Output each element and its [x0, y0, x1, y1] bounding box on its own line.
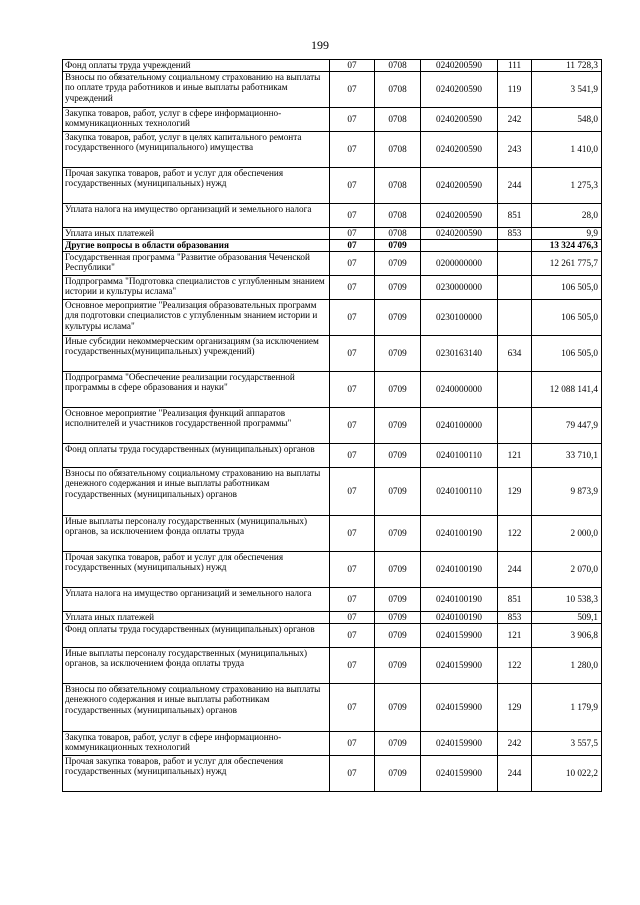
- subsection-code-cell: 0709: [375, 648, 421, 684]
- expense-name-cell: Иные выплаты персоналу государственных (муниципальных) органов, за исключением фонда оплаты труда: [63, 516, 330, 552]
- expense-type-cell: 244: [498, 552, 532, 588]
- target-article-cell: 0240100190: [421, 588, 498, 612]
- expense-type-cell: 853: [498, 228, 532, 240]
- amount-cell: 3 906,8: [532, 624, 602, 648]
- expense-type-cell: 121: [498, 624, 532, 648]
- budget-table-body: [63, 60, 602, 792]
- table-row: [63, 408, 602, 444]
- subsection-code-cell: 0709: [375, 684, 421, 732]
- expense-type-cell: [498, 276, 532, 300]
- amount-cell: 3 541,9: [532, 72, 602, 108]
- budget-table: [62, 59, 602, 792]
- table-row: [63, 648, 602, 684]
- expense-name-cell: Основное мероприятие "Реализация образовательных программ для подготовки специалистов с углубленным знанием истории и культуры ислама": [63, 300, 330, 336]
- target-article-cell: 0240200590: [421, 204, 498, 228]
- expense-name-cell: Другие вопросы в области образования: [63, 240, 330, 252]
- table-row: [63, 624, 602, 648]
- expense-type-cell: 129: [498, 684, 532, 732]
- subsection-code-cell: 0709: [375, 588, 421, 612]
- table-row: [63, 372, 602, 408]
- target-article-cell: 0240200590: [421, 108, 498, 132]
- expense-type-cell: 244: [498, 168, 532, 204]
- expense-type-cell: [498, 372, 532, 408]
- table-row: [63, 732, 602, 756]
- expense-type-cell: [498, 300, 532, 336]
- amount-cell: 2 000,0: [532, 516, 602, 552]
- target-article-cell: 0240159900: [421, 624, 498, 648]
- section-code-cell: 07: [330, 756, 375, 792]
- section-code-cell: 07: [330, 372, 375, 408]
- subsection-code-cell: 0708: [375, 132, 421, 168]
- table-row: [63, 204, 602, 228]
- amount-cell: 106 505,0: [532, 276, 602, 300]
- expense-name-cell: Фонд оплаты труда учреждений: [63, 60, 330, 72]
- expense-type-cell: [498, 240, 532, 252]
- expense-type-cell: 851: [498, 588, 532, 612]
- target-article-cell: 0200000000: [421, 252, 498, 276]
- subsection-code-cell: 0708: [375, 228, 421, 240]
- amount-cell: 9 873,9: [532, 468, 602, 516]
- expense-type-cell: 243: [498, 132, 532, 168]
- table-row: [63, 108, 602, 132]
- expense-name-cell: Прочая закупка товаров, работ и услуг для обеспечения государственных (муниципальных) нужд: [63, 756, 330, 792]
- expense-type-cell: 851: [498, 204, 532, 228]
- table-row: [63, 228, 602, 240]
- target-article-cell: 0230100000: [421, 300, 498, 336]
- amount-cell: 28,0: [532, 204, 602, 228]
- expense-name-cell: Фонд оплаты труда государственных (муниципальных) органов: [63, 624, 330, 648]
- amount-cell: 9,9: [532, 228, 602, 240]
- section-code-cell: 07: [330, 336, 375, 372]
- section-code-cell: 07: [330, 108, 375, 132]
- section-code-cell: 07: [330, 732, 375, 756]
- section-code-cell: 07: [330, 684, 375, 732]
- target-article-cell: [421, 240, 498, 252]
- section-code-cell: 07: [330, 276, 375, 300]
- amount-cell: 10 538,3: [532, 588, 602, 612]
- expense-name-cell: Подпрограмма "Обеспечение реализации государственной программы в сфере образования и науки": [63, 372, 330, 408]
- subsection-code-cell: 0709: [375, 516, 421, 552]
- subsection-code-cell: 0709: [375, 756, 421, 792]
- section-code-cell: 07: [330, 252, 375, 276]
- target-article-cell: 0240200590: [421, 228, 498, 240]
- table-row: [63, 168, 602, 204]
- table-row: [63, 552, 602, 588]
- target-article-cell: 0240100000: [421, 408, 498, 444]
- expense-type-cell: [498, 252, 532, 276]
- subsection-code-cell: 0709: [375, 468, 421, 516]
- expense-name-cell: Фонд оплаты труда государственных (муниципальных) органов: [63, 444, 330, 468]
- subsection-code-cell: 0709: [375, 612, 421, 624]
- expense-name-cell: Взносы по обязательному социальному страхованию на выплаты по оплате труда работников и иные выплаты работникам учреждений: [63, 72, 330, 108]
- amount-cell: 33 710,1: [532, 444, 602, 468]
- table-row: [63, 336, 602, 372]
- subsection-code-cell: 0708: [375, 168, 421, 204]
- expense-name-cell: Уплата иных платежей: [63, 228, 330, 240]
- table-row: [63, 444, 602, 468]
- subsection-code-cell: 0709: [375, 300, 421, 336]
- section-code-cell: 07: [330, 552, 375, 588]
- subsection-code-cell: 0709: [375, 252, 421, 276]
- subsection-code-cell: 0709: [375, 408, 421, 444]
- subsection-code-cell: 0709: [375, 444, 421, 468]
- target-article-cell: 0240159900: [421, 756, 498, 792]
- expense-name-cell: Государственная программа "Развитие образования Чеченской Республики": [63, 252, 330, 276]
- expense-name-cell: Уплата налога на имущество организаций и земельного налога: [63, 588, 330, 612]
- expense-type-cell: 244: [498, 756, 532, 792]
- expense-type-cell: 121: [498, 444, 532, 468]
- subsection-code-cell: 0708: [375, 72, 421, 108]
- section-code-cell: 07: [330, 228, 375, 240]
- section-code-cell: 07: [330, 408, 375, 444]
- amount-cell: 10 022,2: [532, 756, 602, 792]
- subsection-code-cell: 0709: [375, 624, 421, 648]
- amount-cell: 79 447,9: [532, 408, 602, 444]
- table-row: [63, 300, 602, 336]
- target-article-cell: 0240159900: [421, 648, 498, 684]
- expense-type-cell: 122: [498, 516, 532, 552]
- subsection-code-cell: 0709: [375, 552, 421, 588]
- table-row: [63, 72, 602, 108]
- subsection-code-cell: 0709: [375, 372, 421, 408]
- amount-cell: 1 280,0: [532, 648, 602, 684]
- table-row: [63, 612, 602, 624]
- amount-cell: 1 179,9: [532, 684, 602, 732]
- expense-type-cell: 111: [498, 60, 532, 72]
- expense-name-cell: Прочая закупка товаров, работ и услуг для обеспечения государственных (муниципальных) нужд: [63, 168, 330, 204]
- expense-type-cell: 129: [498, 468, 532, 516]
- target-article-cell: 0240100190: [421, 612, 498, 624]
- target-article-cell: 0240000000: [421, 372, 498, 408]
- target-article-cell: 0230000000: [421, 276, 498, 300]
- expense-name-cell: Уплата иных платежей: [63, 612, 330, 624]
- section-code-cell: 07: [330, 468, 375, 516]
- page-number: 199: [311, 38, 329, 52]
- section-code-cell: 07: [330, 300, 375, 336]
- expense-name-cell: Взносы по обязательному социальному страхованию на выплаты денежного содержания и иные выплаты работникам государственных (муниципальных) органов: [63, 468, 330, 516]
- amount-cell: 1 275,3: [532, 168, 602, 204]
- section-code-cell: 07: [330, 132, 375, 168]
- expense-name-cell: Иные выплаты персоналу государственных (муниципальных) органов, за исключением фонда оплаты труда: [63, 648, 330, 684]
- amount-cell: 12 088 141,4: [532, 372, 602, 408]
- expense-name-cell: Закупка товаров, работ, услуг в сфере информационно-коммуникационных технологий: [63, 732, 330, 756]
- amount-cell: 2 070,0: [532, 552, 602, 588]
- amount-cell: 11 728,3: [532, 60, 602, 72]
- subsection-code-cell: 0708: [375, 60, 421, 72]
- target-article-cell: 0240100190: [421, 516, 498, 552]
- target-article-cell: 0240200590: [421, 60, 498, 72]
- expense-name-cell: Уплата налога на имущество организаций и земельного налога: [63, 204, 330, 228]
- expense-name-cell: Взносы по обязательному социальному страхованию на выплаты денежного содержания и иные выплаты работникам государственных (муниципальных) органов: [63, 684, 330, 732]
- expense-type-cell: 634: [498, 336, 532, 372]
- expense-name-cell: Основное мероприятие "Реализация функций аппаратов исполнителей и участников государственной программы": [63, 408, 330, 444]
- subsection-code-cell: 0709: [375, 732, 421, 756]
- subsection-code-cell: 0709: [375, 276, 421, 300]
- table-row: [63, 468, 602, 516]
- amount-cell: 12 261 775,7: [532, 252, 602, 276]
- expense-name-cell: Иные субсидии некоммерческим организациям (за исключением государственных(муниципальных) учреждений): [63, 336, 330, 372]
- section-code-cell: 07: [330, 204, 375, 228]
- target-article-cell: 0230163140: [421, 336, 498, 372]
- target-article-cell: 0240100110: [421, 444, 498, 468]
- table-row: [63, 756, 602, 792]
- expense-type-cell: 242: [498, 732, 532, 756]
- table-row: [63, 132, 602, 168]
- section-code-cell: 07: [330, 612, 375, 624]
- target-article-cell: 0240200590: [421, 72, 498, 108]
- target-article-cell: 0240159900: [421, 684, 498, 732]
- table-row: [63, 516, 602, 552]
- expense-type-cell: 119: [498, 72, 532, 108]
- target-article-cell: 0240100110: [421, 468, 498, 516]
- section-code-cell: 07: [330, 516, 375, 552]
- table-row: [63, 60, 602, 72]
- target-article-cell: 0240159900: [421, 732, 498, 756]
- section-code-cell: 07: [330, 240, 375, 252]
- target-article-cell: 0240200590: [421, 132, 498, 168]
- subsection-code-cell: 0708: [375, 108, 421, 132]
- expense-type-cell: 242: [498, 108, 532, 132]
- expense-name-cell: Прочая закупка товаров, работ и услуг для обеспечения государственных (муниципальных) нужд: [63, 552, 330, 588]
- expense-name-cell: Закупка товаров, работ, услуг в сфере информационно-коммуникационных технологий: [63, 108, 330, 132]
- target-article-cell: 0240100190: [421, 552, 498, 588]
- expense-name-cell: Подпрограмма "Подготовка специалистов с углубленным знанием истории и культуры ислама": [63, 276, 330, 300]
- section-code-cell: 07: [330, 72, 375, 108]
- section-code-cell: 07: [330, 648, 375, 684]
- amount-cell: 509,1: [532, 612, 602, 624]
- section-code-cell: 07: [330, 444, 375, 468]
- amount-cell: 1 410,0: [532, 132, 602, 168]
- subsection-code-cell: 0709: [375, 240, 421, 252]
- amount-cell: 13 324 476,3: [532, 240, 602, 252]
- target-article-cell: 0240200590: [421, 168, 498, 204]
- table-row: [63, 240, 602, 252]
- table-row: [63, 684, 602, 732]
- expense-type-cell: 122: [498, 648, 532, 684]
- section-code-cell: 07: [330, 624, 375, 648]
- expense-type-cell: 853: [498, 612, 532, 624]
- amount-cell: 106 505,0: [532, 300, 602, 336]
- section-code-cell: 07: [330, 168, 375, 204]
- expense-name-cell: Закупка товаров, работ, услуг в целях капитального ремонта государственного (муниципального) имущества: [63, 132, 330, 168]
- table-row: [63, 252, 602, 276]
- section-code-cell: 07: [330, 588, 375, 612]
- table-row: [63, 276, 602, 300]
- amount-cell: 548,0: [532, 108, 602, 132]
- table-row: [63, 588, 602, 612]
- amount-cell: 106 505,0: [532, 336, 602, 372]
- section-code-cell: 07: [330, 60, 375, 72]
- amount-cell: 3 557,5: [532, 732, 602, 756]
- subsection-code-cell: 0709: [375, 336, 421, 372]
- expense-type-cell: [498, 408, 532, 444]
- subsection-code-cell: 0708: [375, 204, 421, 228]
